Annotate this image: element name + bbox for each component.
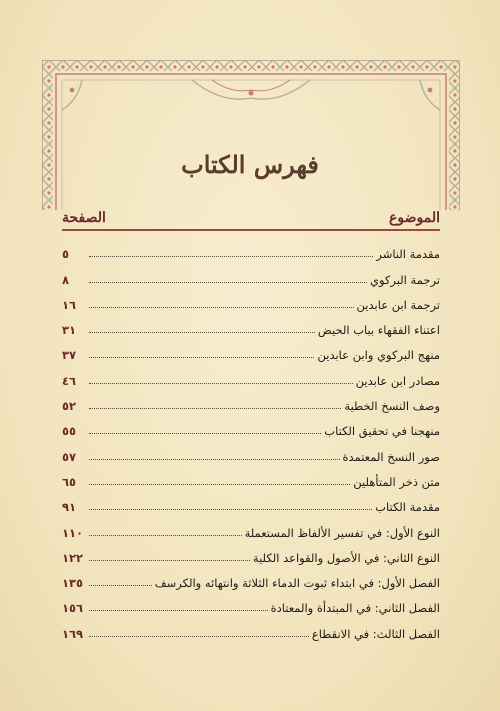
- dot-leader: [89, 560, 250, 561]
- toc-entry-page-number: ١٢٢: [62, 550, 84, 565]
- toc-list: [62, 236, 440, 641]
- toc-entry[interactable]: [62, 615, 440, 640]
- toc-entry-title: الفصل الثالث: في الانقطاع: [311, 626, 440, 641]
- toc-entry-page-number: ١٦: [62, 297, 77, 312]
- dot-leader: [89, 585, 152, 586]
- toc-entry-title: مقدمة الكتاب: [375, 500, 440, 515]
- dot-leader: [89, 484, 350, 485]
- toc-entry[interactable]: [62, 261, 440, 286]
- toc-entry-page-number: ٣١: [62, 323, 77, 338]
- dot-leader: [89, 610, 268, 611]
- toc-entry-title: مقدمة الناشر: [376, 247, 440, 262]
- toc-entry-page-number: ٣٧: [62, 348, 77, 363]
- toc-entry-page-number: ٥٢: [62, 399, 77, 414]
- toc-entry-page-number: ١٣٥: [62, 576, 84, 591]
- toc-entry-title: مصادر ابن عابدين: [355, 373, 440, 388]
- toc-entry[interactable]: [62, 287, 440, 312]
- toc-entry[interactable]: [62, 590, 440, 615]
- toc-entry[interactable]: [62, 464, 440, 489]
- toc-entry-page-number: ٤٦: [62, 373, 77, 388]
- toc-entry-title: ترجمة ابن عابدين: [356, 297, 440, 312]
- dot-leader: [89, 357, 314, 358]
- dot-leader: [89, 636, 309, 637]
- toc-entry[interactable]: [62, 438, 440, 463]
- toc-entry[interactable]: [62, 540, 440, 565]
- toc-entry[interactable]: [62, 312, 440, 337]
- toc-entry-page-number: ٩١: [62, 500, 77, 515]
- toc-entry[interactable]: [62, 362, 440, 387]
- dot-leader: [89, 408, 341, 409]
- toc-entry-title: منهج البركوي وابن عابدين: [317, 348, 440, 363]
- dot-leader: [89, 307, 354, 308]
- page-column-label: الصفحة: [62, 210, 106, 226]
- toc-entry-page-number: ٨: [62, 272, 70, 287]
- toc-entry[interactable]: [62, 565, 440, 590]
- dot-leader: [89, 459, 340, 460]
- toc-entry[interactable]: [62, 236, 440, 261]
- toc-entry-page-number: ٥٥: [62, 424, 77, 439]
- toc-entry-title: النوع الثاني: في الأصول والقواعد الكلية: [252, 550, 440, 565]
- toc-entry-title: صور النسخ المعتمدة: [342, 449, 440, 464]
- page-title: فهرس الكتاب: [181, 150, 319, 179]
- toc-entry-title: وصف النسخ الخطية: [344, 399, 440, 414]
- dot-leader: [89, 282, 367, 283]
- dot-leader: [89, 383, 353, 384]
- dot-leader: [89, 509, 372, 510]
- dot-leader: [89, 256, 373, 257]
- ornamental-frame: [42, 60, 460, 210]
- toc-entry-page-number: ١٥٦: [62, 601, 84, 616]
- toc-entry-page-number: ٥٧: [62, 449, 77, 464]
- toc-entry-title: ترجمة البركوي: [369, 272, 440, 287]
- toc-entry[interactable]: [62, 489, 440, 514]
- toc-entry-title: الفصل الثاني: في المبتدأة والمعتادة: [270, 601, 440, 616]
- toc-entry-page-number: ٦٥: [62, 474, 77, 489]
- dot-leader: [89, 332, 315, 333]
- toc-entry-title: منهجنا في تحقيق الكتاب: [324, 424, 440, 439]
- header-divider: [62, 229, 440, 231]
- toc-entry-title: اعتناء الفقهاء بباب الحيض: [317, 323, 440, 338]
- toc-entry[interactable]: [62, 388, 440, 413]
- toc-entry-title: النوع الأول: في تفسير الألفاظ المستعملة: [244, 525, 440, 540]
- topic-column-label: الموضوع: [389, 210, 440, 226]
- toc-entry-title: الفصل الأول: في ابتداء ثبوت الدماء الثلاثة وانتهائه والكرسف: [154, 576, 440, 591]
- dot-leader: [89, 535, 242, 536]
- toc-entry[interactable]: [62, 337, 440, 362]
- dot-leader: [89, 433, 321, 434]
- toc-entry-page-number: ١٦٩: [62, 626, 84, 641]
- table-header: [62, 206, 440, 230]
- toc-entry[interactable]: [62, 514, 440, 539]
- toc-entry-page-number: ٥: [62, 247, 70, 262]
- toc-entry-title: متن ذخر المتأهلين: [353, 474, 440, 489]
- toc-entry-page-number: ١١٠: [62, 525, 84, 540]
- toc-entry[interactable]: [62, 413, 440, 438]
